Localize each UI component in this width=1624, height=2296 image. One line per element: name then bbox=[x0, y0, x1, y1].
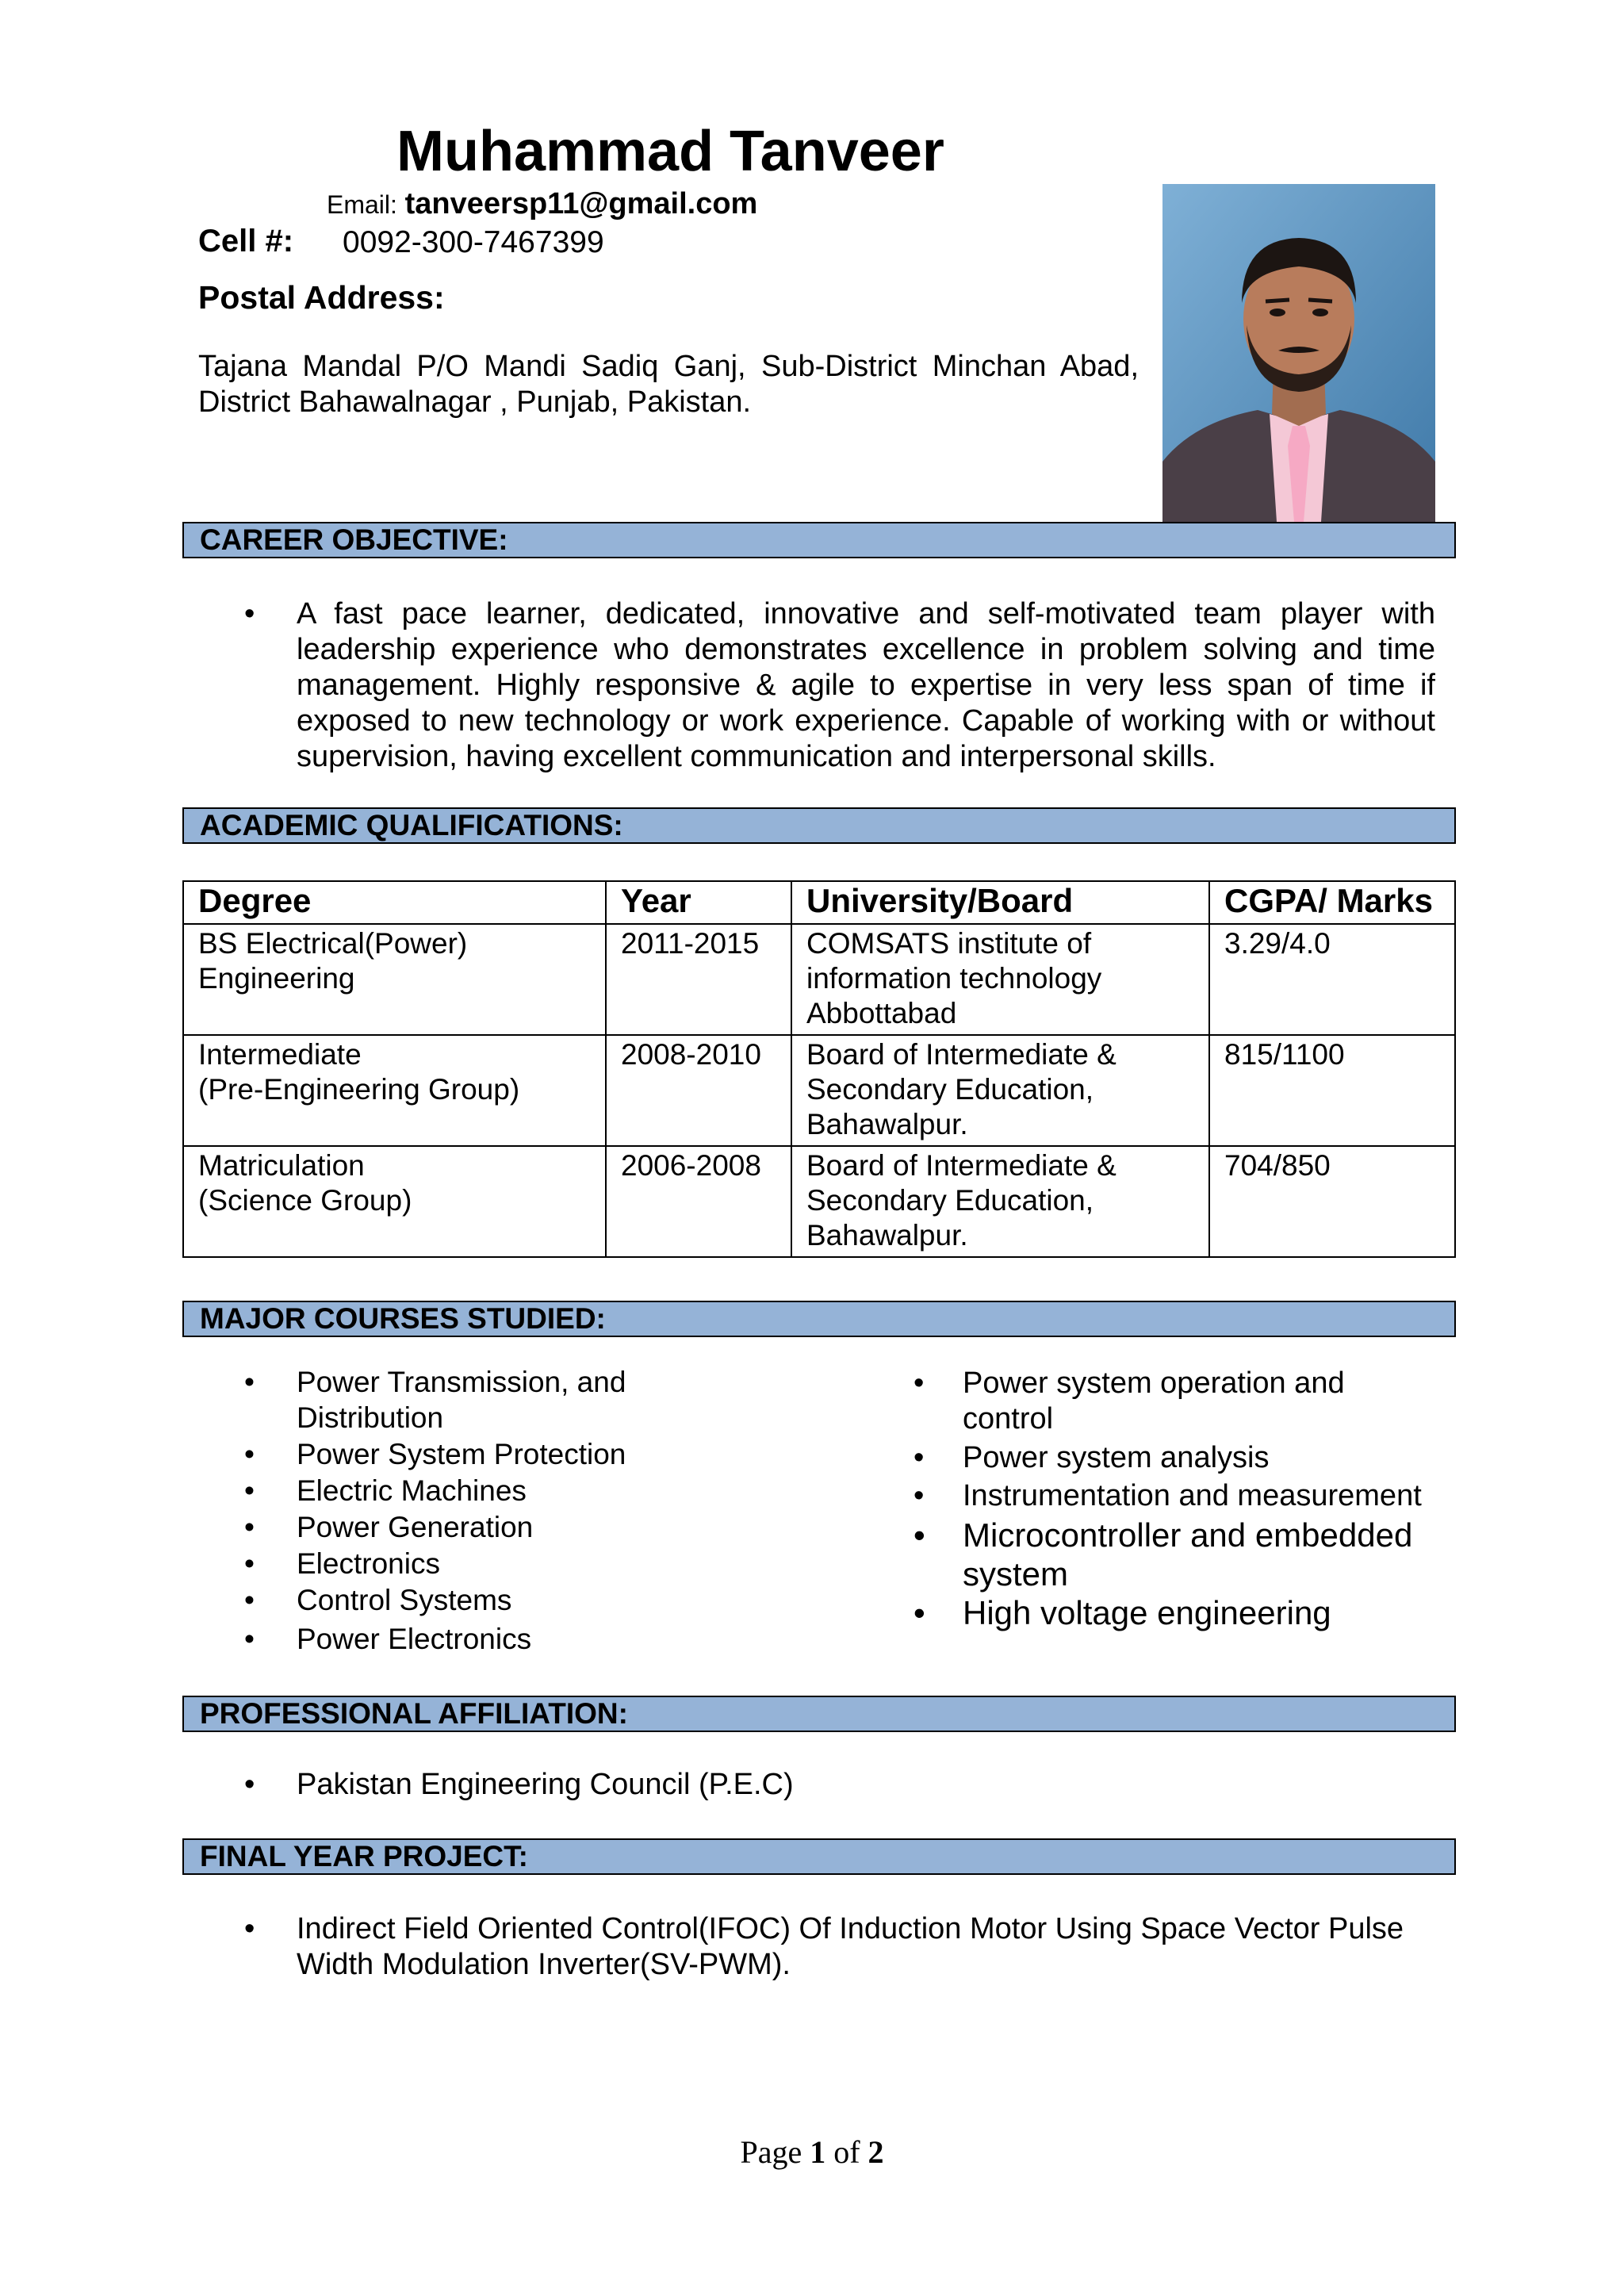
bullet-icon: • bbox=[244, 1474, 255, 1507]
list-item bbox=[864, 1516, 1438, 1593]
list-item bbox=[864, 1593, 1467, 1632]
board-cell: Board of Intermediate & Secondary Education, Bahawalpur. bbox=[791, 1146, 1209, 1257]
portrait-image bbox=[1162, 184, 1435, 522]
course-label: Electronics bbox=[297, 1547, 440, 1580]
postal-address: Tajana Mandal P/O Mandi Sadiq Ganj, Sub-District Minchan Abad, District Bahawalnagar , Punjab, Pakistan. bbox=[198, 350, 1139, 419]
list-item bbox=[198, 1621, 833, 1657]
list-item bbox=[198, 1767, 1435, 1803]
list-item bbox=[864, 1366, 1407, 1437]
section-academic-qualifications: ACADEMIC QUALIFICATIONS: bbox=[182, 807, 1456, 844]
list-item bbox=[198, 1911, 1435, 1983]
section-final-year-project: FINAL YEAR PROJECT: bbox=[182, 1838, 1456, 1875]
candidate-name: Muhammad Tanveer bbox=[396, 120, 944, 183]
course-label: Power Generation bbox=[297, 1511, 534, 1543]
email-line bbox=[327, 187, 757, 221]
year-cell: 2006-2008 bbox=[606, 1146, 791, 1257]
table-row bbox=[183, 924, 1455, 1035]
list-item bbox=[198, 1436, 833, 1472]
course-label: Power Electronics bbox=[297, 1623, 532, 1655]
bullet-icon: • bbox=[244, 1768, 255, 1801]
total-pages: 2 bbox=[868, 2134, 884, 2170]
list-item bbox=[198, 1582, 833, 1618]
section-major-courses: MAJOR COURSES STUDIED: bbox=[182, 1301, 1456, 1337]
course-label: Instrumentation and measurement bbox=[963, 1479, 1422, 1512]
course-label: High voltage engineering bbox=[963, 1594, 1331, 1631]
email-value: tanveersp11@gmail.com bbox=[404, 187, 758, 220]
cell-value: 0092-300-7467399 bbox=[343, 225, 604, 259]
project-label: Indirect Field Oriented Control(IFOC) Of Induction Motor Using Space Vector Pulse Width Modulation Inverter(SV-PWM). bbox=[297, 1912, 1404, 1981]
table-header-row bbox=[183, 881, 1455, 924]
bullet-icon: • bbox=[914, 1479, 925, 1512]
courses-left-list bbox=[198, 1364, 833, 1658]
bullet-icon: • bbox=[914, 1594, 925, 1631]
academic-table bbox=[182, 880, 1456, 1258]
marks-cell: 815/1100 bbox=[1209, 1035, 1455, 1146]
degree-cell: Intermediate (Pre-Engineering Group) bbox=[183, 1035, 606, 1146]
table-row bbox=[183, 1035, 1455, 1146]
column-header: Year bbox=[606, 881, 791, 924]
list-item bbox=[198, 1364, 741, 1435]
page-word: Page bbox=[740, 2134, 802, 2170]
bullet-icon: • bbox=[244, 1623, 255, 1655]
course-label: Control Systems bbox=[297, 1584, 512, 1616]
degree-cell: Matriculation (Science Group) bbox=[183, 1146, 606, 1257]
course-label: Electric Machines bbox=[297, 1474, 527, 1507]
affiliation-list bbox=[198, 1767, 1435, 1803]
bullet-icon: • bbox=[244, 1366, 255, 1398]
table-row bbox=[183, 1146, 1455, 1257]
column-header: University/Board bbox=[791, 881, 1209, 924]
course-label: Power system analysis bbox=[963, 1441, 1270, 1474]
bullet-icon: • bbox=[244, 1511, 255, 1543]
bullet-icon: • bbox=[244, 1912, 255, 1945]
year-cell: 2011-2015 bbox=[606, 924, 791, 1035]
postal-address-label: Postal Address: bbox=[198, 279, 445, 316]
course-label: Power Transmission, and Distribution bbox=[297, 1366, 626, 1434]
current-page: 1 bbox=[810, 2134, 826, 2170]
bullet-icon: • bbox=[244, 1438, 255, 1470]
degree-cell: BS Electrical(Power) Engineering bbox=[183, 924, 606, 1035]
course-label: Power system operation and control bbox=[963, 1366, 1345, 1435]
list-item bbox=[198, 1473, 833, 1508]
bullet-icon: • bbox=[244, 1584, 255, 1616]
courses-right-list bbox=[864, 1366, 1467, 1632]
objective-text: A fast pace learner, dedicated, innovative and self-motivated team player with leadership experience who demonstrates excellence in problem solving and time management. Highly responsive & agile to expertise in very less span of time if exposed to new technology or work experience. Capable of working with or without supervision, having excellent communication and interpersonal skills. bbox=[297, 597, 1435, 773]
list-item bbox=[198, 1546, 833, 1581]
bullet-icon: • bbox=[914, 1366, 925, 1400]
cell-label: Cell #: bbox=[198, 224, 294, 259]
year-cell: 2008-2010 bbox=[606, 1035, 791, 1146]
list-item bbox=[864, 1478, 1467, 1514]
bullet-icon: • bbox=[244, 1547, 255, 1580]
board-cell: Board of Intermediate & Secondary Education, Bahawalpur. bbox=[791, 1035, 1209, 1146]
affiliation-label: Pakistan Engineering Council (P.E.C) bbox=[297, 1768, 794, 1801]
course-label: Microcontroller and embedded system bbox=[963, 1516, 1413, 1593]
marks-cell: 3.29/4.0 bbox=[1209, 924, 1455, 1035]
page-number bbox=[0, 2133, 1624, 2171]
bullet-icon: • bbox=[914, 1441, 925, 1474]
profile-photo bbox=[1162, 184, 1435, 522]
project-list bbox=[198, 1911, 1435, 1983]
section-career-objective: CAREER OBJECTIVE: bbox=[182, 522, 1456, 558]
bullet-icon: • bbox=[914, 1516, 925, 1554]
column-header: Degree bbox=[183, 881, 606, 924]
board-cell: COMSATS institute of information technology Abbottabad bbox=[791, 924, 1209, 1035]
email-label: Email: bbox=[327, 190, 397, 219]
objective-list bbox=[198, 596, 1435, 775]
bullet-icon: • bbox=[244, 597, 255, 631]
list-item bbox=[864, 1440, 1467, 1476]
list-item bbox=[198, 596, 1435, 775]
of-word: of bbox=[833, 2134, 860, 2170]
marks-cell: 704/850 bbox=[1209, 1146, 1455, 1257]
section-professional-affiliation: PROFESSIONAL AFFILIATION: bbox=[182, 1696, 1456, 1732]
column-header: CGPA/ Marks bbox=[1209, 881, 1455, 924]
list-item bbox=[198, 1509, 833, 1545]
course-label: Power System Protection bbox=[297, 1438, 626, 1470]
